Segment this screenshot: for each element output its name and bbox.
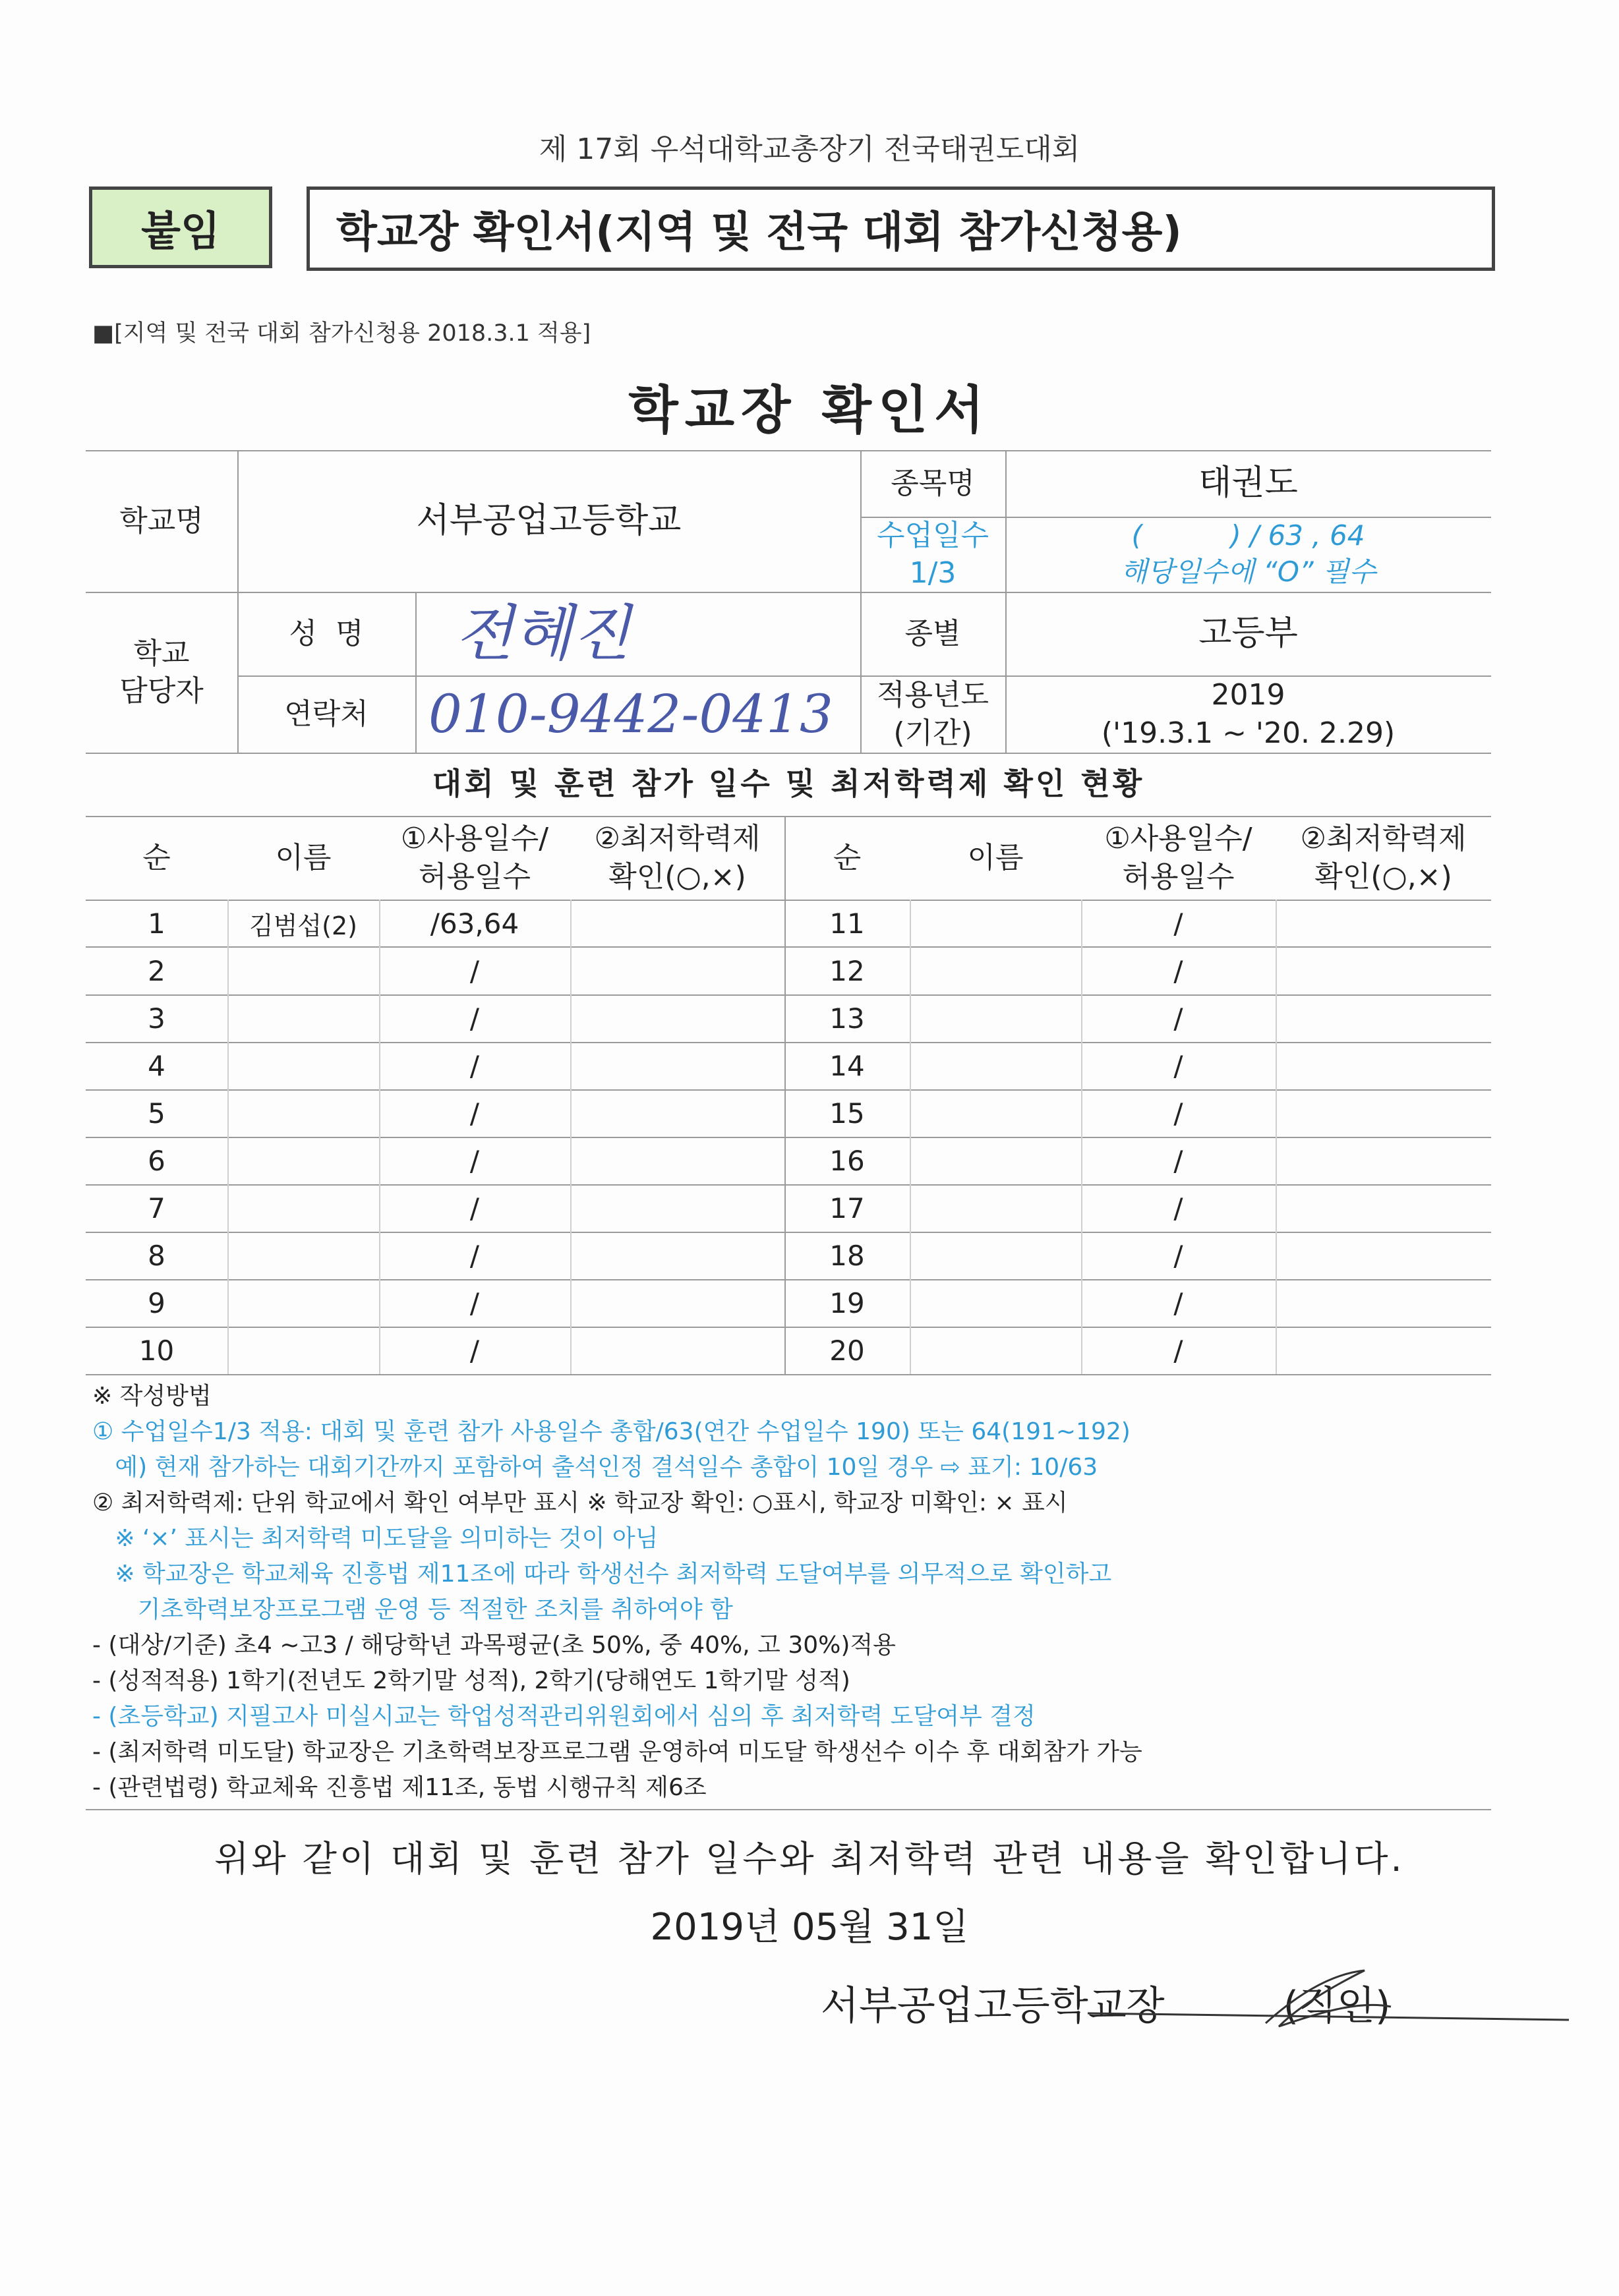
header-check-left-line1: ②최저학력제 — [594, 822, 761, 856]
header-check-left-line2: 확인(○,×) — [608, 859, 746, 894]
row-number: 20 — [829, 1334, 865, 1367]
staff-label-line2: 담당자 — [119, 674, 204, 708]
row-days: / — [469, 1002, 480, 1035]
instruction-line: ※ 학교장은 학교체육 진흥법 제11조에 따라 학생선수 최저학력 도달여부를 의무적으로 확인하고 — [92, 1561, 1112, 1588]
header-days-left-line2: 허용일수 — [418, 859, 531, 894]
staff-name-handwritten: 전혜진 — [455, 598, 631, 669]
staff-label-line1: 학교 — [133, 636, 190, 670]
sport-label: 종목명 — [891, 466, 975, 500]
row-days: / — [1173, 1002, 1183, 1035]
header-days-right-line2: 허용일수 — [1122, 859, 1235, 894]
row-days: / — [469, 1144, 480, 1177]
instruction-line: ※ ‘×’ 표시는 최저학력 미도달을 의미하는 것이 아님 — [92, 1525, 659, 1552]
row-days: / — [1173, 1334, 1183, 1367]
row-name — [227, 1137, 379, 1184]
header-no-right: 순 — [833, 840, 862, 875]
row-name — [910, 1232, 1081, 1279]
attachment-badge: 붙임 — [89, 187, 272, 268]
row-days: / — [469, 1191, 480, 1224]
row-name — [910, 1327, 1081, 1374]
row-number: 13 — [829, 1002, 865, 1035]
row-name — [227, 1279, 379, 1327]
instruction-line: - (대상/기준) 초4 ~고3 / 해당학년 과목평균(초 50%, 중 40%, 고 30%)적용 — [92, 1632, 896, 1659]
instruction-line: ※ 작성방법 — [92, 1383, 212, 1410]
row-number: 2 — [148, 954, 165, 987]
row-number: 18 — [829, 1239, 865, 1272]
year-label-line2: (기간) — [893, 716, 972, 750]
instruction-line: - (최저학력 미도달) 학교장은 기초학력보장프로그램 운영하여 미도달 학생선수 이수 후 대회참가 가능 — [92, 1738, 1142, 1765]
principal-title: 서부공업고등학교장 — [821, 1983, 1165, 2029]
row-number: 16 — [829, 1144, 865, 1177]
row-days: / — [469, 1334, 480, 1367]
row-number: 14 — [829, 1049, 865, 1082]
row-name — [910, 1279, 1081, 1327]
year-value-line2: ('19.3.1 ~ '20. 2.29) — [1101, 716, 1396, 750]
row-name — [227, 1232, 379, 1279]
event-title: 제 17회 우석대학교총장기 전국태권도대회 — [539, 132, 1080, 166]
row-days: / — [1173, 1239, 1183, 1272]
instruction-line: 기초학력보장프로그램 운영 등 적절한 조치를 취하여야 함 — [92, 1596, 733, 1623]
year-label — [860, 675, 1005, 753]
header-days-right-line1: ①사용일수/ — [1104, 822, 1252, 856]
row-name — [910, 1137, 1081, 1184]
row-number: 9 — [148, 1286, 165, 1319]
class-days-label-line2: 1/3 — [909, 556, 957, 590]
row-number: 6 — [148, 1144, 165, 1177]
school-name-label: 학교명 — [119, 503, 204, 538]
class-days-value — [1005, 517, 1491, 592]
row-days: / — [469, 954, 480, 987]
row-name — [227, 947, 379, 994]
row-name — [910, 994, 1081, 1042]
instruction-line: - (초등학교) 지필고사 미실시교는 학업성적관리위원회에서 심의 후 최저학력 도달여부 결정 — [92, 1703, 1036, 1730]
class-days-label-line1: 수업일수 — [876, 518, 989, 552]
row-number: 19 — [829, 1286, 865, 1319]
row-number: 10 — [138, 1334, 175, 1367]
category-label: 종별 — [904, 616, 961, 650]
confirmation-text: 위와 같이 대회 및 훈련 참가 일수와 최저학력 관련 내용을 확인합니다. — [214, 1838, 1405, 1880]
row-number: 12 — [829, 954, 865, 987]
header-name-left: 이름 — [275, 840, 332, 875]
row-days: / — [1173, 1286, 1183, 1319]
row-days: / — [1173, 1097, 1183, 1130]
row-number: 3 — [148, 1002, 165, 1035]
school-name-value: 서부공업고등학교 — [416, 500, 682, 540]
row-name — [227, 1327, 379, 1374]
row-number: 1 — [148, 907, 165, 940]
document-date: 2019년 05월 31일 — [650, 1906, 969, 1949]
row-number: 8 — [148, 1239, 165, 1272]
instruction-line: ② 최저학력제: 단위 학교에서 확인 여부만 표시 ※ 학교장 확인: ○표시, 학교장 미확인: × 표시 — [92, 1489, 1068, 1516]
row-name — [227, 1184, 379, 1232]
year-value-line1: 2019 — [1211, 678, 1285, 712]
staff-name-label: 성 명 — [289, 616, 364, 650]
row-name — [910, 1042, 1081, 1089]
row-number: 4 — [148, 1049, 165, 1082]
header-check-right-line2: 확인(○,×) — [1314, 859, 1452, 894]
class-days-fraction: ( ) / 63 , 64 — [1131, 519, 1365, 552]
header-days-left-line1: ①사용일수/ — [400, 822, 549, 856]
official-seal-text: (직인) — [1283, 1983, 1391, 2029]
document-title: 학교장 확인서 — [628, 381, 991, 440]
row-name — [910, 1184, 1081, 1232]
row-days: / — [469, 1239, 480, 1272]
header-check-right — [1276, 816, 1491, 900]
class-days-label — [860, 517, 1005, 592]
staff-label — [86, 592, 237, 753]
signature-scribble — [1081, 1967, 1589, 2040]
row-number: 11 — [829, 907, 865, 940]
applicability-note: ■[지역 및 전국 대회 참가신청용 2018.3.1 적용] — [92, 320, 591, 347]
header-name-right: 이름 — [967, 840, 1024, 875]
row-days: / — [469, 1097, 480, 1130]
header-no-left: 순 — [142, 840, 171, 875]
header-check-left — [570, 816, 784, 900]
row-name — [910, 900, 1081, 947]
header-days-right — [1081, 816, 1276, 900]
instruction-line: - (성적적용) 1학기(전년도 2학기말 성적), 2학기(당해연도 1학기말 성적) — [92, 1667, 850, 1694]
row-days: / — [1173, 1144, 1183, 1177]
category-value: 고등부 — [1198, 613, 1298, 653]
row-number: 17 — [829, 1191, 865, 1224]
row-name: 김범섭(2) — [249, 911, 357, 940]
row-number: 15 — [829, 1097, 865, 1130]
row-name — [910, 947, 1081, 994]
instruction-line: ① 수업일수1/3 적용: 대회 및 훈련 참가 사용일수 총합/63(연간 수업일수 190) 또는 64(191~192) — [92, 1418, 1131, 1445]
contact-handwritten: 010-9442-0413 — [428, 683, 833, 745]
sport-value: 태권도 — [1198, 463, 1298, 503]
row-name — [227, 1089, 379, 1137]
row-days: / — [469, 1286, 480, 1319]
year-label-line1: 적용년도 — [876, 678, 989, 712]
banner-title: 학교장 확인서(지역 및 전국 대회 참가신청용) — [307, 187, 1495, 271]
row-name — [227, 1042, 379, 1089]
row-days: / — [1173, 1191, 1183, 1224]
instruction-line: - (관련법령) 학교체육 진흥법 제11조, 동법 시행규칙 제6조 — [92, 1774, 707, 1801]
row-name — [227, 994, 379, 1042]
header-check-right-line1: ②최저학력제 — [1300, 822, 1467, 856]
row-name — [910, 1089, 1081, 1137]
class-days-note: 해당일수에 “O” 필수 — [1120, 556, 1376, 588]
row-days: / — [1173, 907, 1183, 940]
row-number: 7 — [148, 1191, 165, 1224]
contact-label: 연락처 — [284, 697, 368, 731]
divider — [86, 1809, 1491, 1810]
row-days: / — [1173, 954, 1183, 987]
row-days: / — [469, 1049, 480, 1082]
instruction-line: 예) 현재 참가하는 대회기간까지 포함하여 출석인정 결석일수 총합이 10일 경우 ⇨ 표기: 10/63 — [92, 1454, 1098, 1481]
section-title: 대회 및 훈련 참가 일수 및 최저학력제 확인 현황 — [432, 766, 1145, 802]
year-value — [1005, 675, 1491, 753]
row-days: /63,64 — [430, 907, 519, 940]
header-days-left — [379, 816, 570, 900]
row-number: 5 — [148, 1097, 165, 1130]
row-days: / — [1173, 1049, 1183, 1082]
